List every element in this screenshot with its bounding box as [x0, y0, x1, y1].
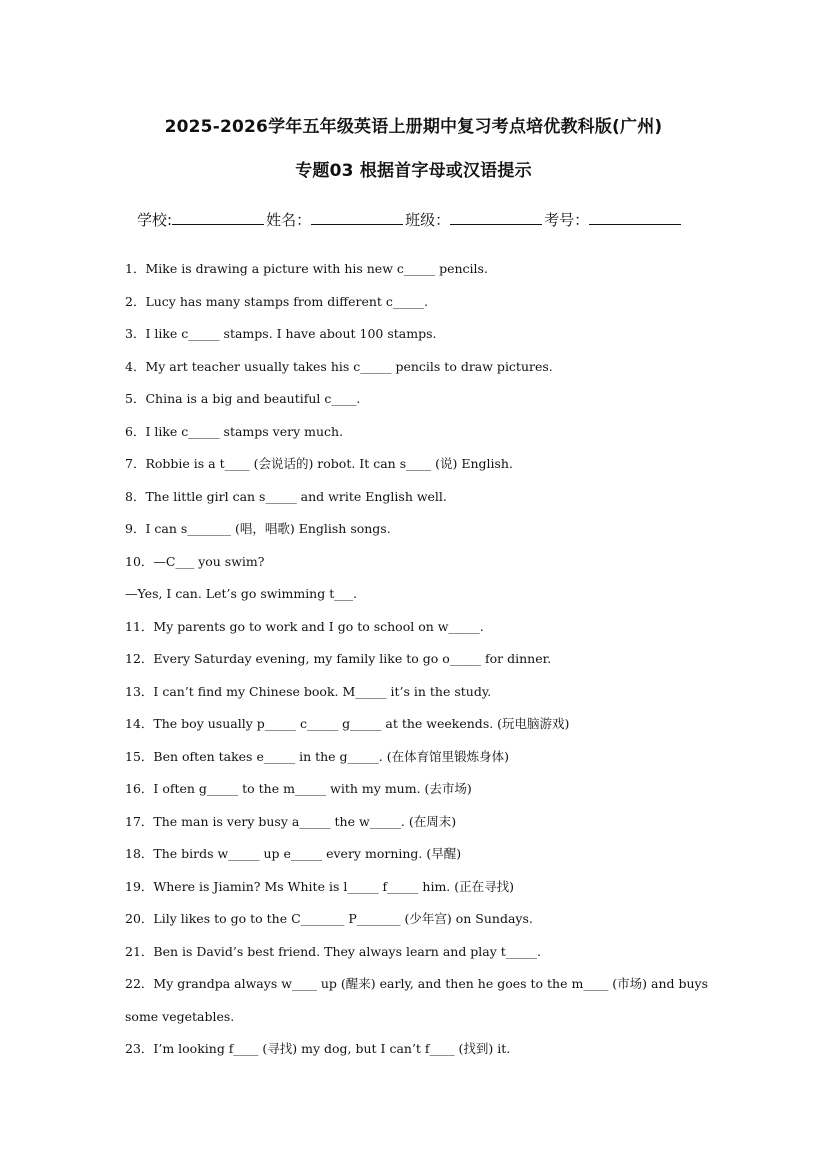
question-2: 2．Lucy has many stamps from different c_____. — [125, 294, 429, 309]
school-blank[interactable] — [172, 210, 264, 225]
name-label: 姓名： — [266, 211, 312, 229]
school-label: 学校: — [137, 211, 173, 229]
class-blank[interactable] — [450, 210, 542, 225]
question-22: 22．My grandpa always w____ up (醒来) early, and then he goes to the m____ (市场) and buys — [125, 976, 709, 991]
question-12: 12．Every Saturday evening, my family like to go o_____ for dinner. — [125, 651, 552, 666]
student-info-line — [137, 209, 757, 230]
page-title: 2025-2026学年五年级英语上册期中复习考点培优教科版(广州) — [164, 117, 663, 137]
question-3: 3．I like c_____ stamps. I have about 100 stamps. — [125, 326, 437, 341]
page-subtitle: 专题03 根据首字母或汉语提示 — [295, 161, 532, 181]
question-6: 6．I like c_____ stamps very much. — [125, 424, 344, 439]
question-11: 11．My parents go to work and I go to school on w_____. — [125, 619, 484, 634]
question-15: 15．Ben often takes e_____ in the g_____. (在体育馆里锻炼身体) — [125, 749, 509, 764]
question-18: 18．The birds w_____ up e_____ every morning. (早醒) — [125, 846, 462, 861]
question-19: 19．Where is Jiamin? Ms White is l_____ f_____ him. (正在寻找) — [125, 879, 515, 894]
question-10: 10．—C___ you swim? — [125, 554, 265, 569]
question-9: 9．I can s_______ (唱，唱歌) English songs. — [125, 521, 391, 536]
question-23: 23．I’m looking f____ (寻找) my dog, but I can’t f____ (找到) it. — [125, 1041, 511, 1056]
exam-number-blank[interactable] — [589, 210, 681, 225]
question-13: 13．I can’t find my Chinese book. M_____ it’s in the study. — [125, 684, 492, 699]
question-22-continuation: some vegetables. — [125, 1009, 235, 1024]
question-20: 20．Lily likes to go to the C_______ P_______ (少年宫) on Sundays. — [125, 911, 533, 926]
question-21: 21．Ben is David’s best friend. They always learn and play t_____. — [125, 944, 542, 959]
question-16: 16．I often g_____ to the m_____ with my mum. (去市场) — [125, 781, 472, 796]
question-1: 1．Mike is drawing a picture with his new c_____ pencils. — [125, 261, 488, 276]
class-label: 班级： — [405, 211, 451, 229]
exam-number-label: 考号： — [544, 211, 590, 229]
question-14: 14．The boy usually p_____ c_____ g_____ at the weekends. (玩电脑游戏) — [125, 716, 570, 731]
question-17: 17．The man is very busy a_____ the w_____. (在周末) — [125, 814, 457, 829]
name-blank[interactable] — [311, 210, 403, 225]
question-8: 8．The little girl can s_____ and write English well. — [125, 489, 447, 504]
question-4: 4．My art teacher usually takes his c_____ pencils to draw pictures. — [125, 359, 553, 374]
question-7: 7．Robbie is a t____ (会说话的) robot. It can s____ (说) English. — [125, 456, 513, 471]
question-5: 5．China is a big and beautiful c____. — [125, 391, 361, 406]
question-10-answer-line: —Yes, I can. Let’s go swimming t___. — [125, 586, 357, 601]
